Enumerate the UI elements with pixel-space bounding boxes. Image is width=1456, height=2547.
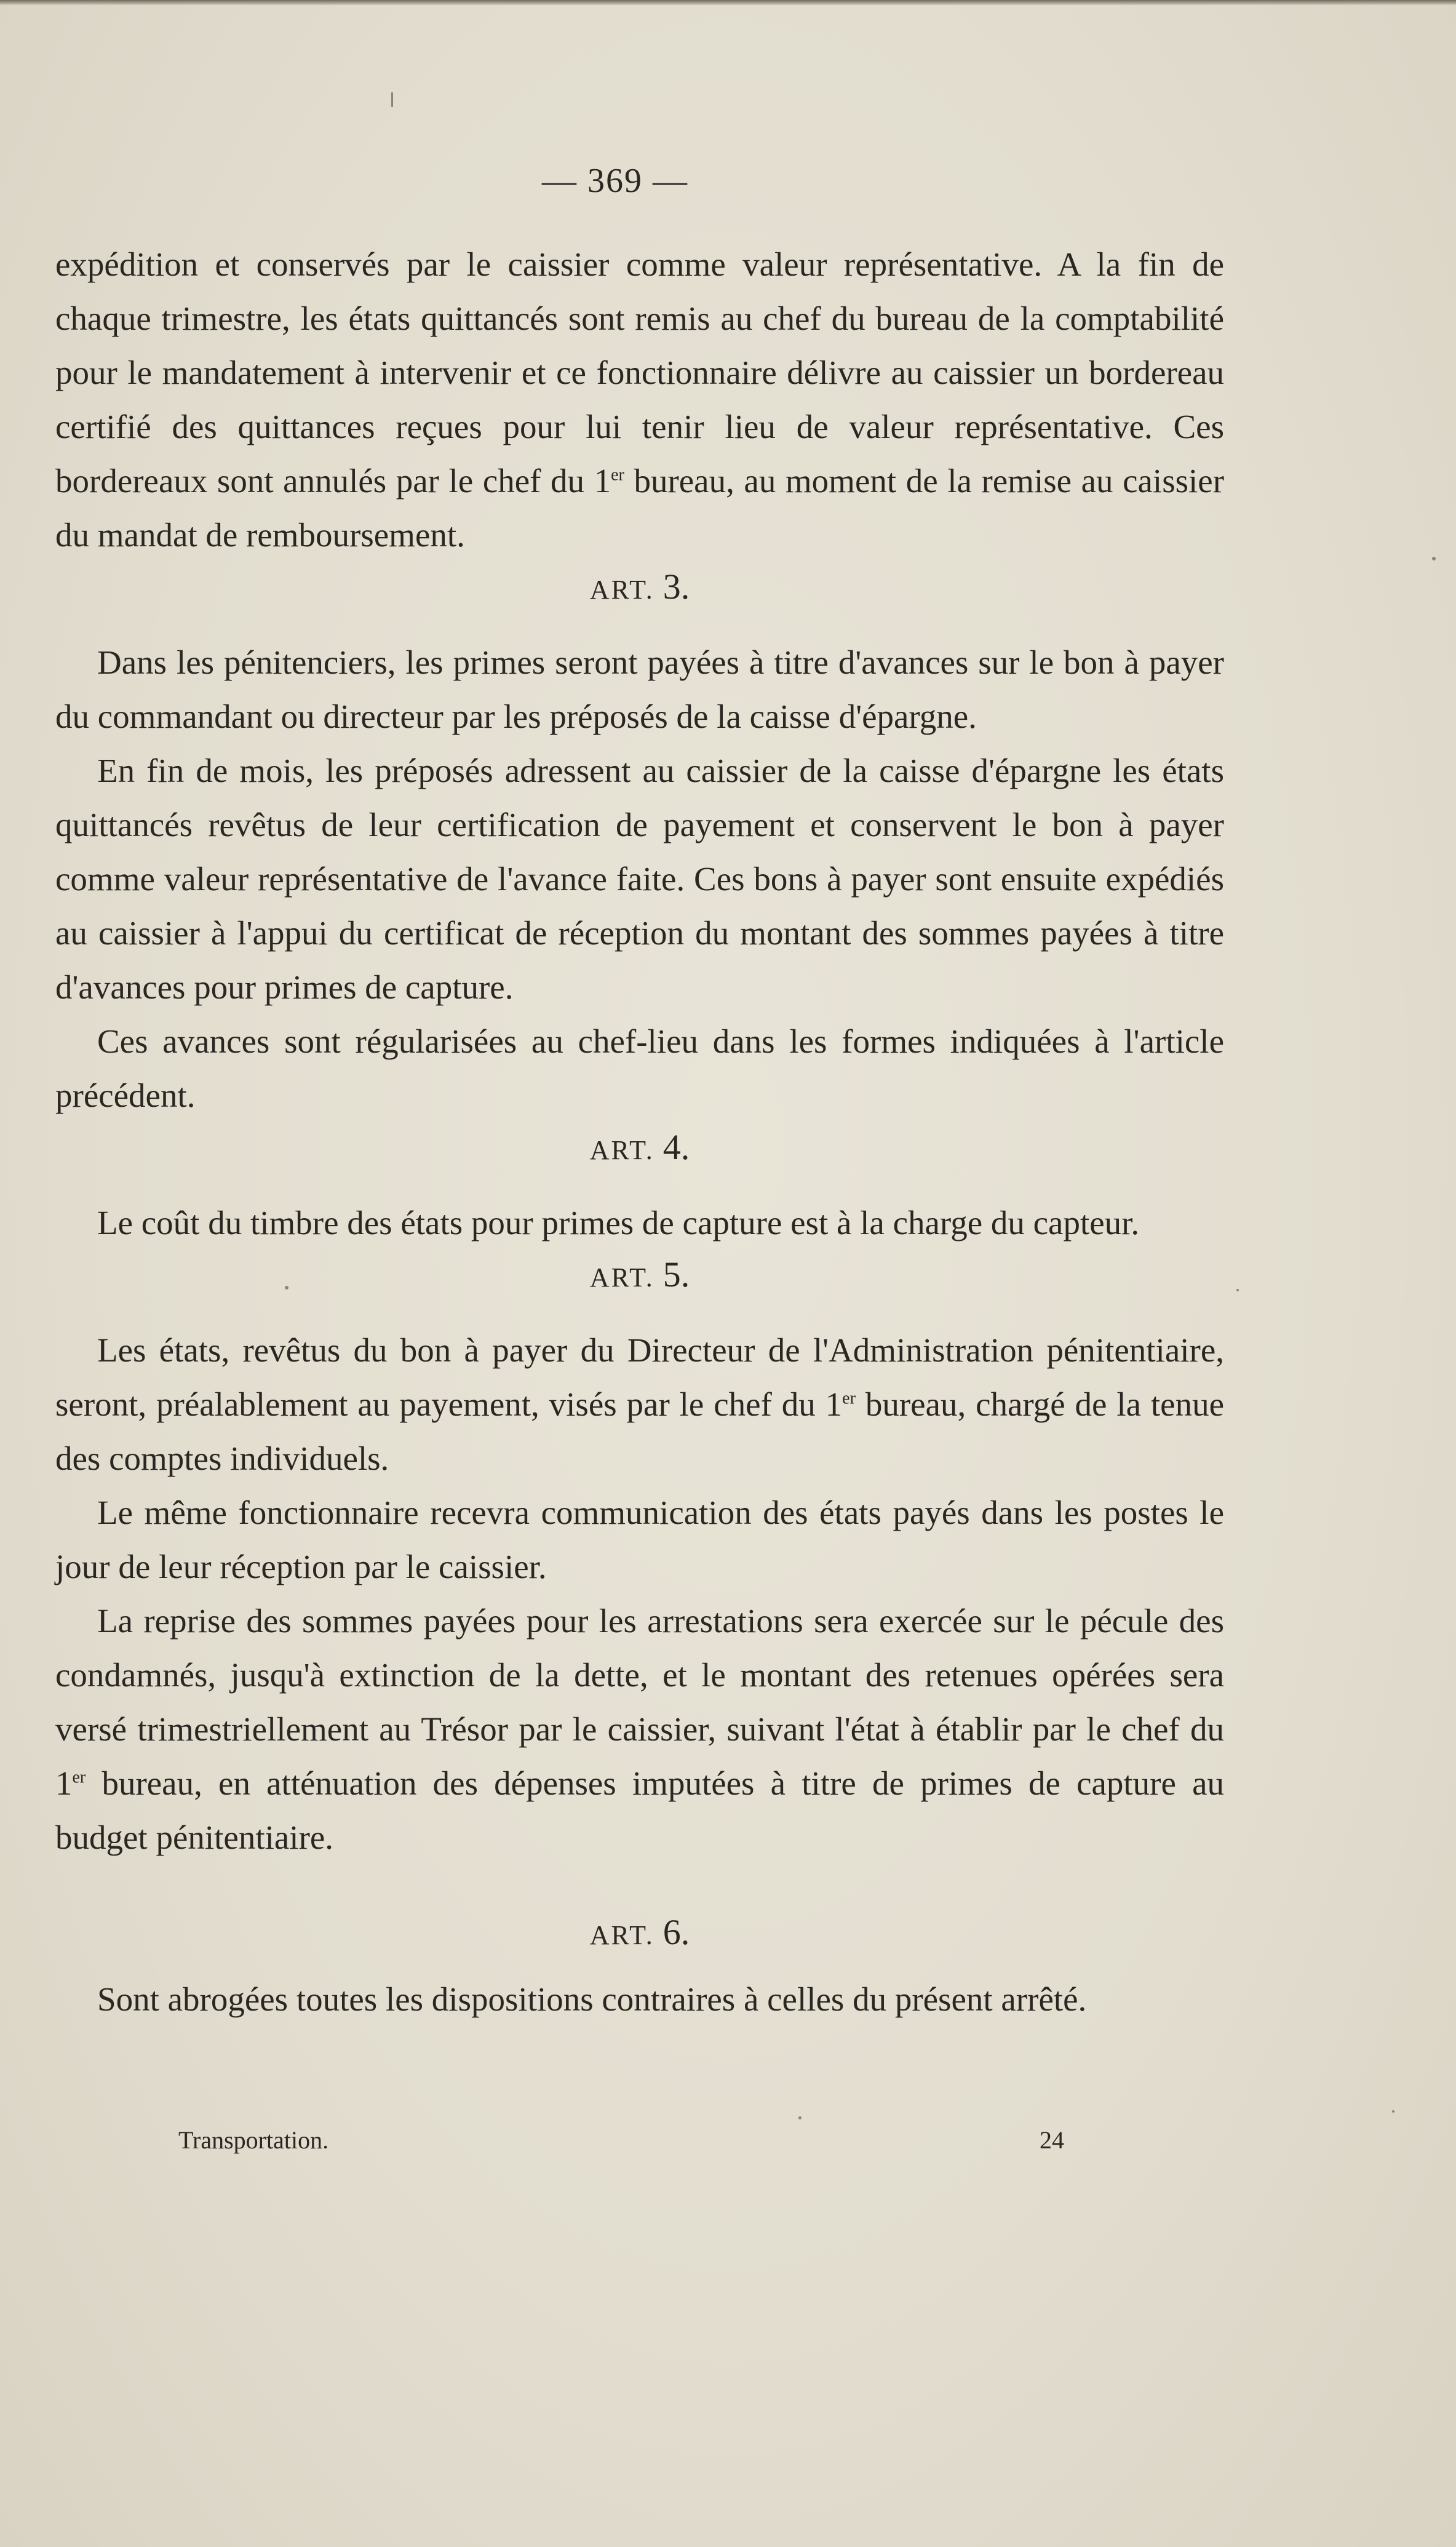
article-number: 3. xyxy=(662,567,690,607)
intro-text-end: bureau, au moment de la remise au caissier du mandat de remboursement. xyxy=(55,462,1225,554)
page-number: — 369 — xyxy=(542,162,688,200)
article-5-p1-end: bureau, chargé de la tenue des comptes individuels. xyxy=(55,1385,1225,1477)
ordinal-base: 1 xyxy=(825,1385,843,1423)
article-label: ART. xyxy=(589,1920,654,1950)
article-5-p1-start: Les états, revêtus du bon à payer du Directeur de l'Administration pénitentiaire, seront, préalablement au payement, visés par le chef du xyxy=(55,1331,1224,1423)
article-5-paragraph-3 xyxy=(55,1594,1224,1865)
article-3-paragraph-3: Ces avances sont régularisées au chef-lieu dans les formes indiquées à l'article précédent. xyxy=(55,1022,1224,1114)
paper-speck xyxy=(1236,1289,1239,1291)
footer-signature: Transportation. xyxy=(178,2126,329,2154)
footer-sheet-number: 24 xyxy=(1040,2126,1064,2154)
article-heading-4 xyxy=(55,1123,1224,1175)
article-5-p3-end: bureau, en atténuation des dépenses imputées à titre de primes de capture au budget pénitentiaire. xyxy=(55,1764,1224,1856)
article-number: 5. xyxy=(662,1254,690,1294)
article-heading-5 xyxy=(55,1250,1224,1302)
intro-paragraph xyxy=(55,237,1224,562)
page-top-edge xyxy=(0,0,1456,5)
article-3-paragraph-2: En fin de mois, les préposés adressent au caissier de la caisse d'épargne les états quittancés revêtus de leur certification de payement et conservent le bon à payer comme valeur représentative de l'avance faite. Ces bons à payer sont ensuite expédiés au caissier à l'appui du certificat de réception du montant des sommes payées à titre d'avances pour primes de capture. xyxy=(55,752,1224,1006)
ordinal-sup: er xyxy=(842,1389,856,1408)
article-5-p3-start: La reprise des sommes payées pour les arrestations sera exercée sur le pécule des condamnés, jusqu'à extinction de la dette, et le montant des retenues opérées sera versé trimestriellement au Trésor par le caissier, suivant l'état à établir par le chef du xyxy=(55,1602,1224,1748)
article-5-paragraph-2: Le même fonctionnaire recevra communication des états payés dans les postes le jour de leur réception par le caissier. xyxy=(55,1494,1224,1585)
ordinal-base: 1 xyxy=(55,1764,73,1802)
article-5-paragraph-1 xyxy=(55,1323,1224,1486)
article-3-paragraph-1: Dans les pénitenciers, les primes seront payées à titre d'avances sur le bon à payer du commandant ou directeur par les préposés de la caisse d'épargne. xyxy=(55,644,1224,735)
article-number: 4. xyxy=(662,1127,690,1167)
page-footer xyxy=(178,2126,1064,2154)
ordinal-base: 1 xyxy=(594,462,611,500)
paper-speck xyxy=(285,1286,288,1289)
article-6-paragraph-1: Sont abrogées toutes les dispositions contraires à celles du présent arrêté. xyxy=(97,1980,1087,2018)
ordinal-sup: er xyxy=(611,465,624,485)
article-label: ART. xyxy=(589,1135,654,1165)
article-label: ART. xyxy=(589,1262,654,1293)
paper-speck xyxy=(1432,557,1436,560)
article-heading-3 xyxy=(55,562,1224,615)
ordinal-sup: er xyxy=(72,1768,86,1787)
article-label: ART. xyxy=(589,575,654,605)
paper-speck xyxy=(1392,2110,1394,2113)
page-body xyxy=(55,154,1224,2027)
paper-speck xyxy=(798,2116,802,2119)
paper-speck xyxy=(391,92,393,107)
article-heading-6 xyxy=(55,1908,1224,1960)
article-number: 6. xyxy=(662,1912,690,1952)
article-4-paragraph-1: Le coût du timbre des états pour primes de capture est à la charge du capteur. xyxy=(97,1204,1140,1242)
intro-text: expédition et conservés par le caissier comme valeur représentative. A la fin de chaque trimestre, les états quittancés sont remis au chef du bureau de la comptabilité pour le mandatement à intervenir et ce fonctionnaire délivre au caissier un bordereau certifié des quittances reçues pour lui tenir lieu de valeur représentative. Ces bordereaux sont annulés par le chef du xyxy=(55,245,1224,500)
